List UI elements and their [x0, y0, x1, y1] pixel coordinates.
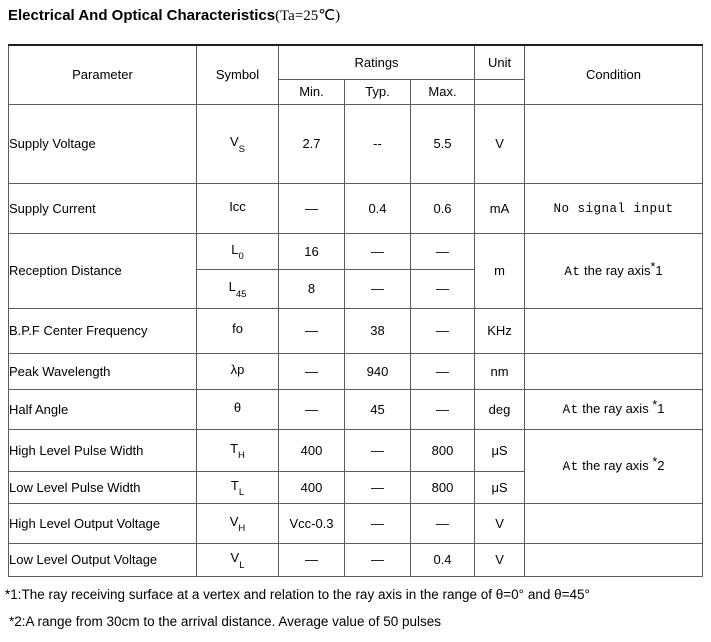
min-cell: —	[279, 183, 345, 233]
min-cell: 2.7	[279, 104, 345, 183]
param-cell: Half Angle	[9, 389, 197, 429]
unit-cell: KHz	[475, 308, 525, 353]
page-title	[8, 6, 340, 25]
typ-cell: 45	[345, 389, 411, 429]
typ-cell: —	[345, 233, 411, 269]
symbol-cell	[197, 353, 279, 389]
condition-cell	[525, 104, 703, 183]
param-cell: Supply Current	[9, 183, 197, 233]
condition-cell	[525, 183, 703, 233]
symbol-base: θ	[233, 399, 242, 415]
min-cell: 400	[279, 471, 345, 503]
characteristics-table	[8, 44, 703, 577]
row-high-level-pulse-width	[9, 429, 703, 471]
param-cell: Low Level Output Voltage	[9, 543, 197, 576]
max-cell: 0.6	[411, 183, 475, 233]
symbol-sub: L	[238, 487, 245, 499]
param-cell: Reception Distance	[9, 233, 197, 308]
condition-text: the ray axis	[578, 401, 653, 416]
footnote-1: *1:The ray receiving surface at a vertex and relation to the ray axis in the range of θ=0° and θ=45°	[5, 587, 590, 602]
row-low-level-output-voltage	[9, 543, 703, 576]
footnote-ref: 2	[657, 458, 665, 473]
condition-cell	[525, 503, 703, 543]
param-cell: B.P.F Center Frequency	[9, 308, 197, 353]
param-cell: High Level Output Voltage	[9, 503, 197, 543]
symbol-cell	[197, 183, 279, 233]
symbol-base: T	[230, 477, 239, 493]
symbol-sub: L	[239, 559, 245, 571]
condition-text: the ray axis	[578, 458, 653, 473]
condition-cell	[525, 543, 703, 576]
unit-cell: V	[475, 503, 525, 543]
condition-mono: At	[562, 403, 579, 417]
symbol-cell	[197, 308, 279, 353]
symbol-sub: 0	[238, 251, 244, 263]
symbol-base: V	[229, 134, 239, 150]
condition-text: No signal input	[553, 202, 674, 216]
condition-cell	[525, 429, 703, 503]
min-cell: —	[279, 543, 345, 576]
header-ratings: Ratings	[279, 45, 475, 79]
condition-text: the ray axis	[580, 262, 651, 278]
param-cell: Supply Voltage	[9, 104, 197, 183]
unit-cell: mA	[475, 183, 525, 233]
typ-cell: 38	[345, 308, 411, 353]
unit-cell: nm	[475, 353, 525, 389]
symbol-base: L	[231, 241, 239, 257]
min-cell: —	[279, 308, 345, 353]
row-reception-distance-l0	[9, 233, 703, 269]
typ-cell: —	[345, 471, 411, 503]
symbol-cell	[197, 543, 279, 576]
unit-cell: deg	[475, 389, 525, 429]
footnotes	[5, 588, 590, 628]
condition-cell	[525, 389, 703, 429]
max-cell: —	[411, 269, 475, 308]
param-cell: High Level Pulse Width	[9, 429, 197, 471]
unit-cell: μS	[475, 429, 525, 471]
symbol-cell	[197, 104, 279, 183]
footnote-2: *2:A range from 30cm to the arrival distance. Average value of 50 pulses	[9, 613, 441, 629]
row-high-level-output-voltage	[9, 503, 703, 543]
max-cell: —	[411, 389, 475, 429]
symbol-base: V	[230, 550, 240, 566]
row-bpf-center-frequency	[9, 308, 703, 353]
min-cell: Vcc-0.3	[279, 503, 345, 543]
condition-cell	[525, 233, 703, 308]
header-parameter: Parameter	[9, 45, 197, 104]
symbol-cell	[197, 503, 279, 543]
param-cell: Low Level Pulse Width	[9, 471, 197, 503]
typ-cell: 940	[345, 353, 411, 389]
symbol-base: λp	[230, 361, 245, 377]
footnote-star: *	[650, 259, 656, 274]
header-min: Min.	[279, 79, 345, 104]
min-cell: 16	[279, 233, 345, 269]
typ-cell: —	[345, 269, 411, 308]
condition-cell	[525, 308, 703, 353]
typ-cell: 0.4	[345, 183, 411, 233]
header-condition: Condition	[525, 45, 703, 104]
max-cell: 0.4	[411, 543, 475, 576]
symbol-base: fo	[232, 321, 243, 337]
page-title-condition: (Ta=25℃)	[275, 8, 341, 24]
max-cell: 800	[411, 471, 475, 503]
footnote-ref: 1	[657, 401, 665, 416]
row-supply-voltage	[9, 104, 703, 183]
symbol-sub: H	[238, 450, 245, 462]
footnote-ref: 1	[655, 262, 663, 278]
typ-cell: --	[345, 104, 411, 183]
footnote-star: *	[652, 455, 658, 469]
condition-cell	[525, 353, 703, 389]
max-cell: 5.5	[411, 104, 475, 183]
min-cell: 8	[279, 269, 345, 308]
min-cell: —	[279, 389, 345, 429]
unit-cell: μS	[475, 471, 525, 503]
header-unit: Unit	[475, 45, 525, 79]
symbol-cell	[197, 233, 279, 269]
typ-cell: —	[345, 503, 411, 543]
row-supply-current	[9, 183, 703, 233]
header-row-1	[9, 45, 703, 79]
symbol-sub: 45	[235, 288, 247, 300]
unit-cell: V	[475, 543, 525, 576]
header-max: Max.	[411, 79, 475, 104]
typ-cell: —	[345, 429, 411, 471]
param-cell: Peak Wavelength	[9, 353, 197, 389]
min-cell: —	[279, 353, 345, 389]
condition-mono: At	[562, 460, 579, 474]
unit-cell: m	[475, 233, 525, 308]
symbol-base: V	[229, 513, 239, 529]
max-cell: —	[411, 233, 475, 269]
symbol-base: Icc	[229, 198, 246, 214]
symbol-sub: H	[238, 523, 246, 535]
symbol-cell	[197, 429, 279, 471]
header-symbol: Symbol	[197, 45, 279, 104]
symbol-base: L	[228, 279, 236, 295]
max-cell: —	[411, 308, 475, 353]
max-cell: 800	[411, 429, 475, 471]
symbol-cell	[197, 269, 279, 308]
typ-cell: —	[345, 543, 411, 576]
condition-mono: At	[564, 264, 581, 279]
symbol-cell	[197, 471, 279, 503]
symbol-sub: S	[238, 143, 245, 155]
header-typ: Typ.	[345, 79, 411, 104]
max-cell: —	[411, 353, 475, 389]
page-title-main: Electrical And Optical Characteristics	[8, 7, 276, 24]
unit-cell: V	[475, 104, 525, 183]
header-unit-spacer	[475, 79, 525, 104]
row-peak-wavelength	[9, 353, 703, 389]
min-cell: 400	[279, 429, 345, 471]
max-cell: —	[411, 503, 475, 543]
symbol-cell	[197, 389, 279, 429]
footnote-star: *	[652, 398, 658, 412]
row-half-angle	[9, 389, 703, 429]
symbol-base: T	[230, 440, 239, 456]
